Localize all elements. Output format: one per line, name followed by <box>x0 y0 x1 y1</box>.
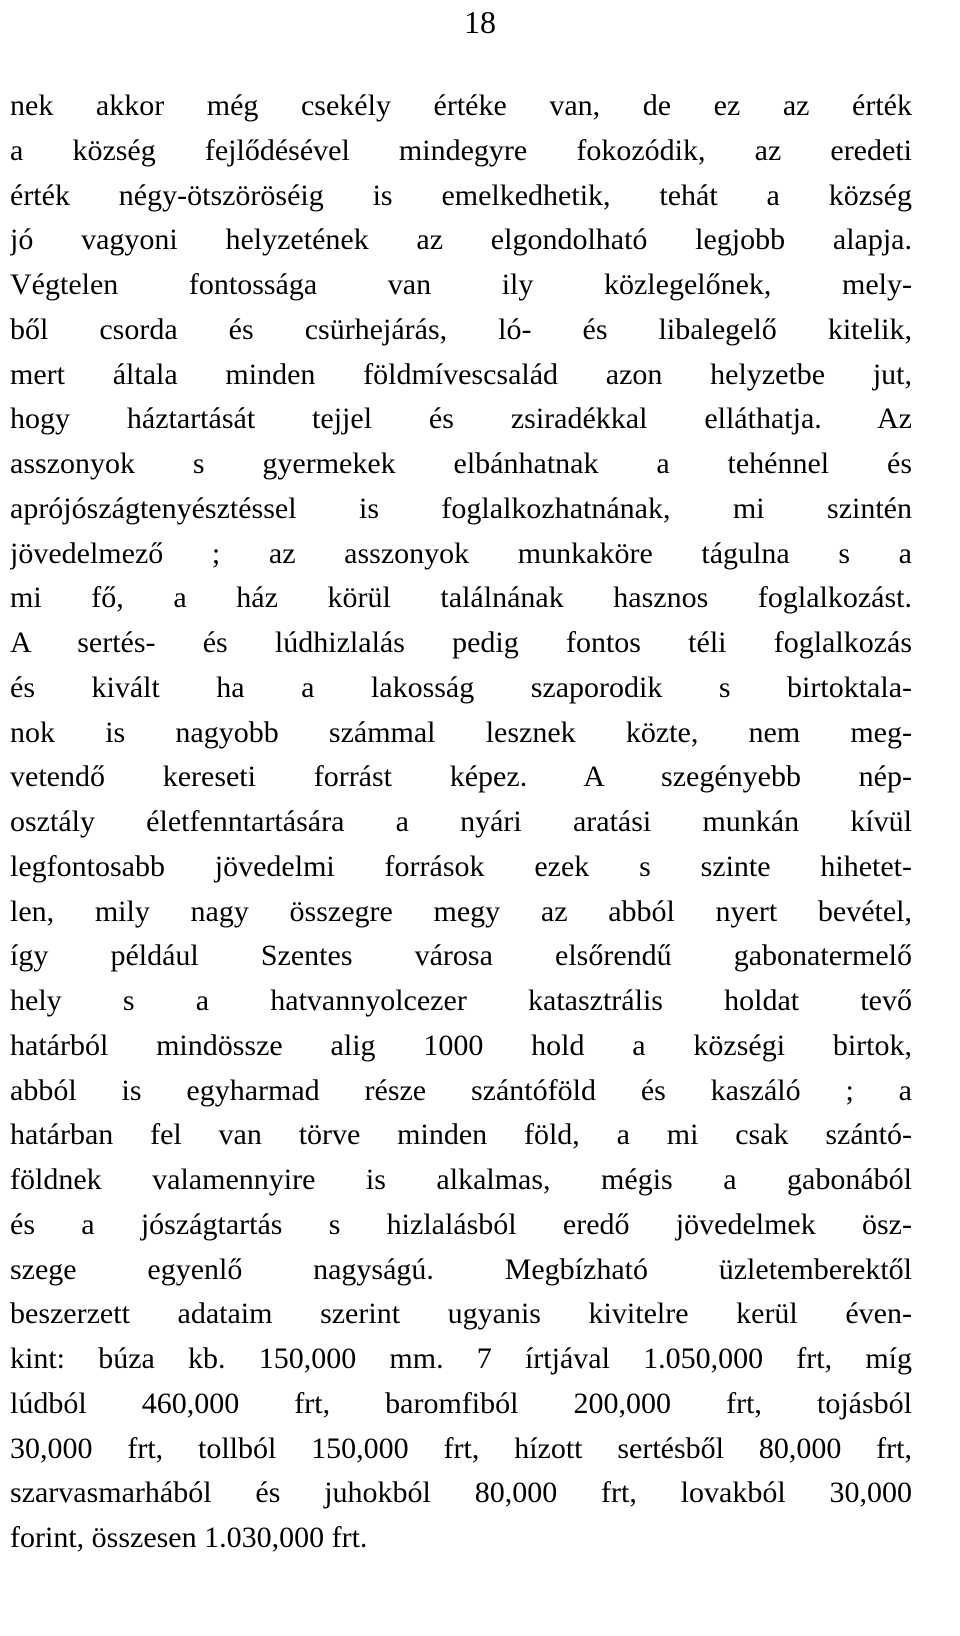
text-line: kint: búza kb. 150,000 mm. 7 írtjával 1.050,000 frt, míg <box>10 1342 912 1375</box>
text-line: len, mily nagy összegre megy az abból nyert bevétel, <box>10 894 912 928</box>
text-line: ből csorda és csürhejárás, ló- és libalegelő kitelik, <box>10 312 912 346</box>
text-line: beszerzett adataim szerint ugyanis kivitelre kerül éven- <box>10 1297 912 1331</box>
text-line: szege egyenlő nagyságú. Megbízható üzletemberektől <box>10 1252 912 1286</box>
text-line: legfontosabb jövedelmi források ezek s szinte hihetet- <box>10 849 912 883</box>
text-line: földnek valamennyire is alkalmas, mégis a gabonából <box>10 1163 912 1196</box>
text-line: és a jószágtartás s hizlalásból eredő jövedelmek ösz- <box>10 1207 912 1241</box>
body-text <box>10 84 912 1561</box>
text-line: mert általa minden földmívescsalád azon helyzetbe jut, <box>10 357 912 391</box>
text-line: asszonyok s gyermekek elbánhatnak a tehénnel és <box>10 447 912 480</box>
text-line: jövedelmező ; az asszonyok munkaköre tágulna s a <box>10 536 912 570</box>
text-line: osztály életfenntartására a nyári aratási munkán kívül <box>10 805 912 838</box>
text-line: szarvasmarhából és juhokból 80,000 frt, lovakból 30,000 <box>10 1476 912 1510</box>
text-line: határban fel van törve minden föld, a mi csak szántó- <box>10 1118 912 1152</box>
text-line: aprójószágtenyésztéssel is foglalkozhatnának, mi szintén <box>10 491 912 525</box>
text-line: hely s a hatvannyolcezer katasztrális holdat tevő <box>10 984 912 1017</box>
text-line: érték négy-ötszöröséig is emelkedhetik, tehát a község <box>10 178 912 212</box>
text-line: így például Szentes városa elsőrendű gabonatermelő <box>10 939 912 973</box>
text-line: nek akkor még csekély értéke van, de ez az érték <box>10 89 912 122</box>
text-line: határból mindössze alig 1000 hold a községi birtok, <box>10 1028 912 1062</box>
text-line: lúdból 460,000 frt, baromfiból 200,000 frt, tojásból <box>10 1386 912 1420</box>
text-line: mi fő, a ház körül találnának hasznos foglalkozást. <box>10 581 912 615</box>
text-line: vetendő kereseti forrást képez. A szegényebb nép- <box>10 760 912 794</box>
text-line: 30,000 frt, tollból 150,000 frt, hízott sertésből 80,000 frt, <box>10 1431 912 1465</box>
text-line: A sertés- és lúdhizlalás pedig fontos téli foglalkozás <box>10 626 912 659</box>
text-line: és kivált ha a lakosság szaporodik s birtoktala- <box>10 670 912 704</box>
text-line: forint, összesen 1.030,000 frt. <box>10 1521 368 1554</box>
text-line: hogy háztartását tejjel és zsiradékkal elláthatja. Az <box>10 402 912 436</box>
text-line: jó vagyoni helyzetének az elgondolható legjobb alapja. <box>10 223 912 257</box>
text-line: abból is egyharmad része szántóföld és kaszáló ; a <box>10 1073 912 1107</box>
text-line: nok is nagyobb számmal lesznek közte, nem meg- <box>10 715 912 749</box>
page-number: 18 <box>464 4 496 40</box>
text-line: a község fejlődésével mindegyre fokozódik, az eredeti <box>10 133 912 167</box>
text-line: Végtelen fontossága van ily közlegelőnek, mely- <box>10 268 912 301</box>
